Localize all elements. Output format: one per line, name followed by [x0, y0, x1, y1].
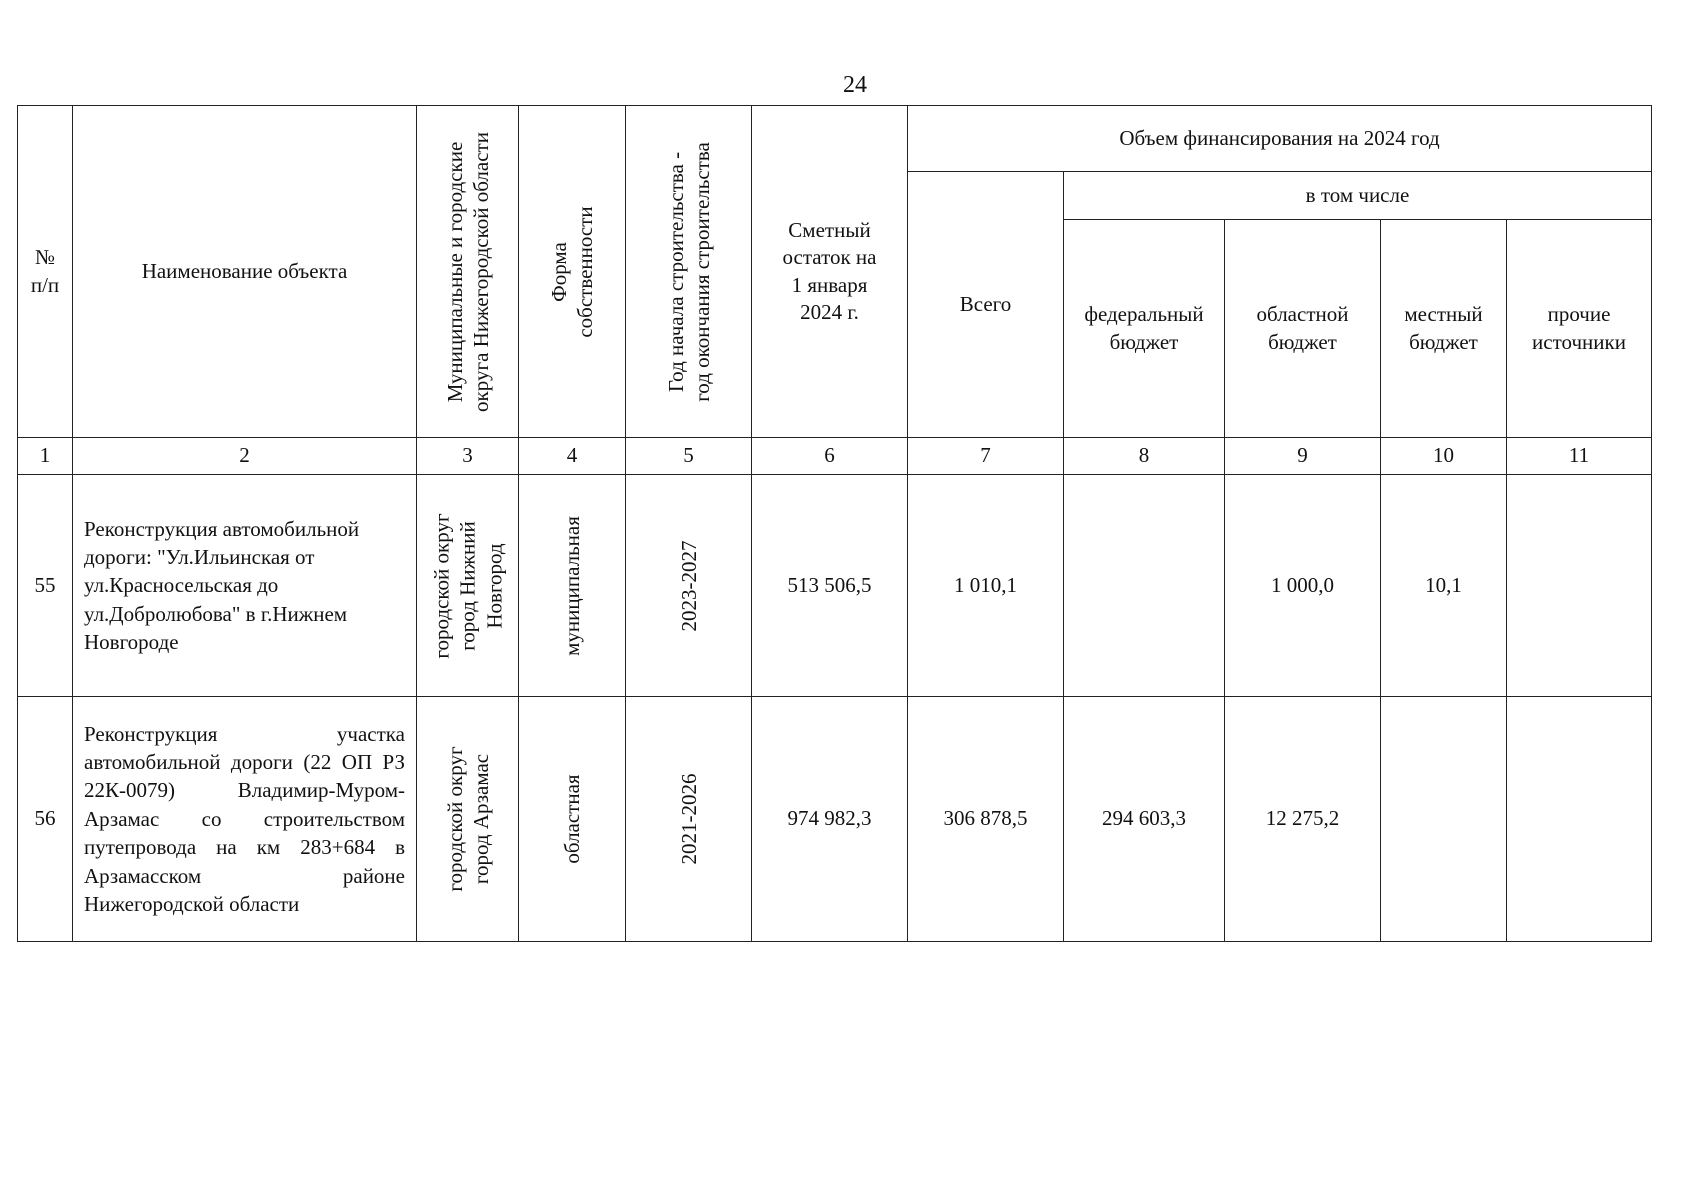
row-name: Реконструкция участка автомобильной дороги (22 ОП РЗ 22К-0079) Владимир-Муром-Арзамас со строительством путепровода на км 283+684 в Арзамасском районе Нижегородской области — [73, 697, 417, 942]
funding-table — [17, 105, 1652, 942]
row-municipality — [417, 475, 519, 697]
row-federal — [1064, 475, 1225, 697]
column-number: 11 — [1507, 438, 1652, 475]
header-local-line: местный — [1404, 302, 1483, 327]
row-years — [626, 697, 752, 942]
column-number: 10 — [1381, 438, 1507, 475]
column-number: 9 — [1225, 438, 1381, 475]
column-number: 6 — [752, 438, 908, 475]
row-years-text: 2021-2026 — [676, 773, 701, 865]
row-other — [1507, 475, 1652, 697]
row-municipality-line: город Арзамас — [468, 753, 493, 885]
row-estimate: 513 506,5 — [752, 475, 908, 697]
header-municipality-line: округа Нижегородской области — [468, 131, 493, 412]
row-name: Реконструкция автомобильной дороги: "Ул.Ильинская от ул.Красносельская до ул.Добролюбова" в г.Нижнем Новгороде — [73, 475, 417, 697]
header-estimate — [752, 106, 908, 438]
row-total: 306 878,5 — [908, 697, 1064, 942]
row-total: 1 010,1 — [908, 475, 1064, 697]
column-number: 5 — [626, 438, 752, 475]
row-ownership-text: муниципальная — [559, 515, 584, 656]
row-federal: 294 603,3 — [1064, 697, 1225, 942]
row-municipality-line: городской округ — [429, 512, 454, 659]
row-municipality-line: Новгород — [481, 542, 506, 629]
header-regional — [1225, 220, 1381, 438]
column-number: 2 — [73, 438, 417, 475]
table-row — [18, 475, 1652, 697]
table-row — [18, 697, 1652, 942]
header-municipality — [417, 106, 519, 438]
row-ownership — [519, 475, 626, 697]
row-num: 56 — [18, 697, 73, 942]
column-number: 8 — [1064, 438, 1225, 475]
header-regional-line: бюджет — [1268, 329, 1337, 354]
row-local: 10,1 — [1381, 475, 1507, 697]
header-name: Наименование объекта — [73, 106, 417, 438]
row-years-text: 2023-2027 — [676, 540, 701, 631]
header-funding-group: Объем финансирования на 2024 год — [908, 106, 1652, 172]
header-municipality-line: Муниципальные и городские — [442, 141, 467, 402]
header-ownership-line: собственности — [573, 205, 597, 338]
header-years-line: год окончания строительства — [689, 141, 714, 402]
column-number: 4 — [519, 438, 626, 475]
header-ownership — [519, 106, 626, 438]
row-regional: 1 000,0 — [1225, 475, 1381, 697]
header-num-line: п/п — [30, 272, 60, 297]
header-federal-line: бюджет — [1109, 329, 1179, 354]
row-ownership-text: областная — [559, 774, 584, 864]
column-number: 1 — [18, 438, 73, 475]
row-ownership — [519, 697, 626, 942]
header-num — [18, 106, 73, 438]
row-regional: 12 275,2 — [1225, 697, 1381, 942]
row-num: 55 — [18, 475, 73, 697]
header-ownership-line: Форма — [546, 241, 571, 302]
column-number: 7 — [908, 438, 1064, 475]
header-years-line: Год начала строительства - — [663, 151, 688, 392]
column-number-row — [18, 438, 1652, 475]
header-other — [1507, 220, 1652, 438]
header-estimate-line: 2024 г. — [800, 299, 859, 324]
header-local — [1381, 220, 1507, 438]
header-row-1 — [18, 106, 1652, 172]
row-estimate: 974 982,3 — [752, 697, 908, 942]
row-other — [1507, 697, 1652, 942]
row-years — [626, 475, 752, 697]
row-local — [1381, 697, 1507, 942]
row-municipality-line: город Нижний — [455, 520, 480, 651]
header-estimate-line: остаток на — [782, 245, 877, 270]
header-estimate-line: 1 января — [791, 272, 868, 297]
header-other-line: прочие — [1547, 302, 1611, 327]
header-total: Всего — [908, 172, 1064, 438]
header-num-line: № — [34, 245, 56, 270]
header-federal-line: федеральный — [1084, 302, 1204, 327]
header-local-line: бюджет — [1409, 329, 1478, 354]
page-number: 24 — [843, 72, 867, 98]
column-number: 3 — [417, 438, 519, 475]
header-regional-line: областной — [1256, 302, 1349, 327]
header-including: в том числе — [1064, 172, 1652, 220]
header-estimate-line: Сметный — [788, 217, 871, 242]
header-years — [626, 106, 752, 438]
row-municipality-line: городской округ — [442, 746, 467, 892]
header-other-line: источники — [1532, 329, 1626, 354]
row-municipality — [417, 697, 519, 942]
header-federal — [1064, 220, 1225, 438]
